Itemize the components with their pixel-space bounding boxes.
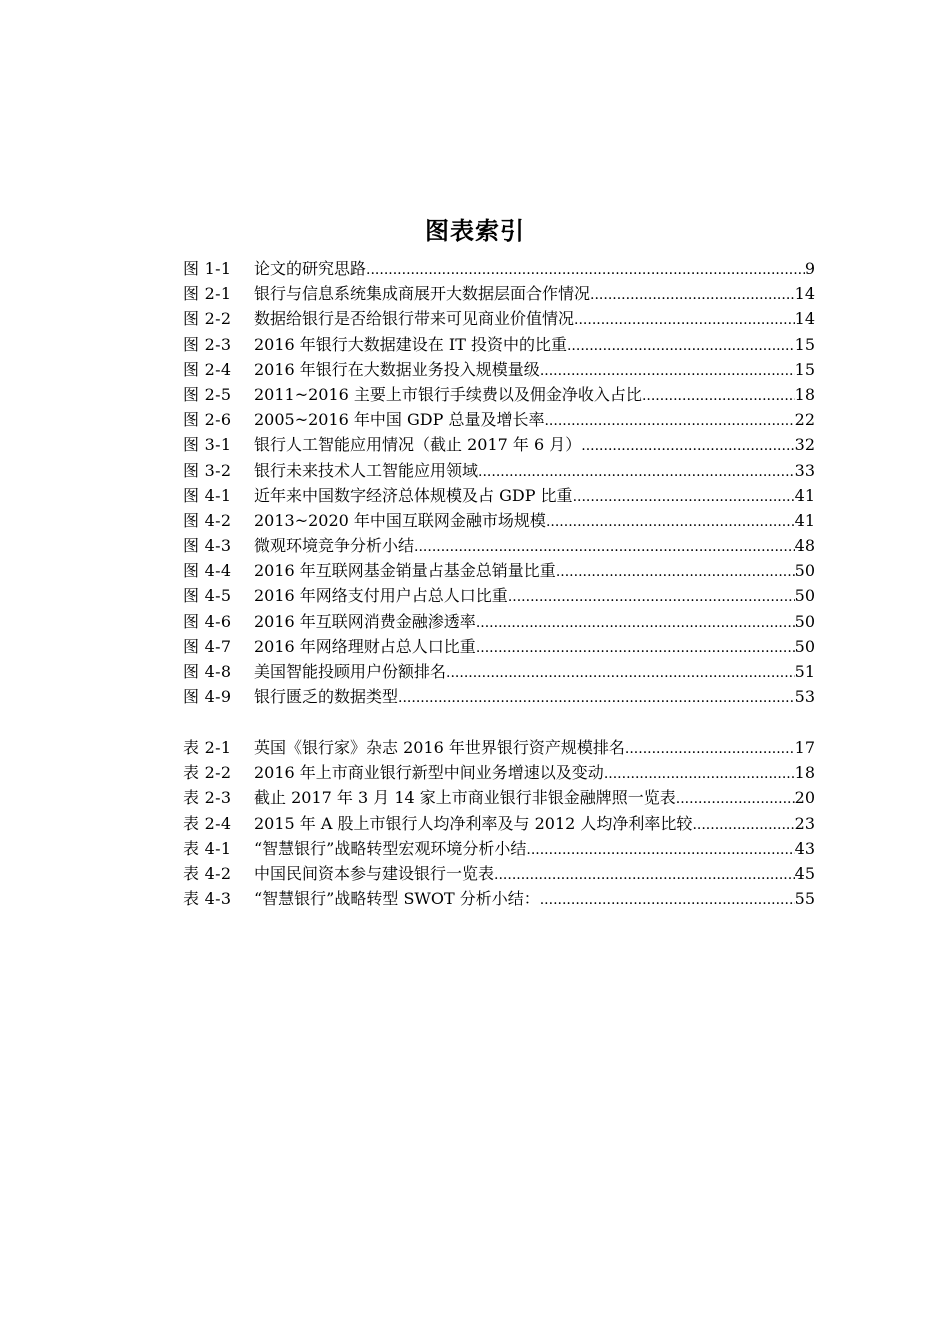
entry-label: 图 4-4 [183,561,232,581]
toc-entry[interactable] [183,785,815,810]
entry-caption: 2016 年银行大数据建设在 IT 投资中的比重 [254,334,567,354]
dot-leader [625,737,795,762]
entry-page-number: 9 [804,259,815,278]
dot-leader [546,510,795,535]
entry-page-number: 18 [794,384,815,404]
entry-label: 表 2-1 [183,738,232,757]
toc-entry[interactable] [183,684,815,709]
entry-caption: 2011~2016 主要上市银行手续费以及佣金净收入占比 [254,384,642,404]
toc-entry[interactable] [183,407,815,432]
toc-entry[interactable] [183,558,815,583]
entry-caption: 银行与信息系统集成商展开大数据层面合作情况 [254,284,591,304]
entry-caption: 2016 年互联网消费金融渗透率 [254,611,476,631]
entry-caption: 美国智能投顾用户份额排名 [254,662,447,681]
entry-label: 图 4-5 [183,586,232,606]
entry-label: 表 4-1 [183,838,232,858]
entry-caption: 中国民间资本参与建设银行一览表 [254,863,495,883]
entry-page-number: 22 [794,410,815,430]
page-title: 图表索引 [425,217,525,245]
entry-caption: 2015 年 A 股上市银行人均净利率及与 2012 人均净利率比较 [254,813,693,833]
dot-leader [508,585,795,610]
entry-page-number: 50 [794,586,815,606]
entry-page-number: 53 [794,687,815,707]
entry-caption: 微观环境竞争分析小结 [254,536,415,556]
entry-label: 图 4-1 [183,485,232,505]
dot-leader [573,485,795,510]
toc-entry[interactable] [183,332,815,357]
entry-page-number: 43 [794,838,815,858]
toc-entry[interactable] [183,811,815,836]
entry-caption: 数据给银行是否给银行带来可见商业价值情况 [254,309,575,329]
entry-caption: 银行匮乏的数据类型 [254,687,399,707]
entry-page-number: 48 [794,536,815,556]
dot-leader [398,686,795,711]
dot-leader [526,838,794,863]
table-index-list [183,735,815,911]
entry-page-number: 50 [794,636,815,656]
entry-page-number: 41 [794,510,815,530]
entry-label: 表 2-3 [183,788,232,808]
entry-label: 图 4-7 [183,636,232,656]
entry-caption: 2013~2020 年中国互联网金融市场规模 [254,510,546,530]
toc-entry[interactable] [183,634,815,659]
entry-label: 图 4-6 [183,611,232,631]
figure-index-list [183,256,815,709]
entry-label: 图 2-6 [183,410,232,430]
entry-label: 图 3-2 [183,460,232,480]
toc-entry[interactable] [183,861,815,886]
dot-leader [642,384,795,409]
entry-page-number: 14 [794,284,815,304]
entry-caption: 银行未来技术人工智能应用领域 [254,460,479,480]
entry-caption: 2016 年银行在大数据业务投入规模量级 [254,359,540,379]
entry-caption: 论文的研究思路 [254,259,367,278]
toc-entry[interactable] [183,836,815,861]
dot-leader [540,888,795,913]
entry-caption: “智慧银行”战略转型 SWOT 分析小结： [254,889,540,909]
entry-caption: 近年来中国数字经济总体规模及占 GDP 比重 [254,485,573,505]
entry-page-number: 55 [794,889,815,909]
toc-entry[interactable] [183,735,815,760]
entry-caption: 2016 年网络理财占总人口比重 [254,636,476,656]
dot-leader [574,308,795,333]
entry-label: 图 2-4 [183,359,232,379]
toc-entry[interactable] [183,357,815,382]
dot-leader [494,863,795,888]
entry-page-number: 32 [794,435,815,455]
entry-page-number: 20 [794,788,815,808]
entry-label: 图 3-1 [183,435,232,455]
entry-caption: “智慧银行”战略转型宏观环境分析小结 [254,838,527,858]
entry-label: 图 4-9 [183,687,232,707]
entry-page-number: 14 [794,309,815,329]
entry-label: 表 2-4 [183,813,232,833]
entry-page-number: 15 [794,359,815,379]
toc-entry[interactable] [183,609,815,634]
entry-caption: 银行人工智能应用情况（截止 2017 年 6 月） [254,435,582,455]
entry-page-number: 17 [794,738,815,757]
entry-label: 图 2-1 [183,284,232,304]
toc-entry[interactable] [183,659,815,684]
dot-leader [544,409,794,434]
entry-page-number: 18 [794,763,815,783]
entry-page-number: 50 [794,561,815,581]
dot-leader [476,636,795,661]
entry-label: 图 2-2 [183,309,232,329]
toc-entry[interactable] [183,281,815,306]
dot-leader [556,560,795,585]
dot-leader [414,535,795,560]
dot-leader [446,661,795,686]
toc-entry[interactable] [183,432,815,457]
dot-leader [604,762,795,787]
toc-entry[interactable] [183,483,815,508]
entry-label: 图 4-2 [183,510,232,530]
dot-leader [590,283,795,308]
dot-leader [366,258,805,283]
entry-page-number: 50 [794,611,815,631]
entry-caption: 英国《银行家》杂志 2016 年世界银行资产规模排名 [254,738,625,757]
dot-leader [676,787,795,812]
toc-entry[interactable] [183,306,815,331]
toc-entry[interactable] [183,583,815,608]
dot-leader [692,813,794,838]
dot-leader [567,334,795,359]
entry-page-number: 33 [794,460,815,480]
entry-caption: 2016 年互联网基金销量占基金总销量比重 [254,561,556,581]
entry-page-number: 23 [794,813,815,833]
dot-leader [581,434,794,459]
entry-label: 表 4-2 [183,863,232,883]
entry-label: 图 4-8 [183,662,232,681]
entry-caption: 2005~2016 年中国 GDP 总量及增长率 [254,410,545,430]
entry-page-number: 15 [794,334,815,354]
entry-label: 图 4-3 [183,536,232,556]
entry-page-number: 51 [794,662,815,681]
entry-page-number: 41 [794,485,815,505]
entry-label: 图 1-1 [183,259,232,278]
toc-entry[interactable] [183,886,815,911]
dot-leader [476,611,795,636]
entry-label: 表 2-2 [183,763,232,783]
entry-page-number: 45 [794,863,815,883]
entry-label: 图 2-3 [183,334,232,354]
entry-caption: 2016 年上市商业银行新型中间业务增速以及变动 [254,763,604,783]
entry-label: 图 2-5 [183,384,232,404]
dot-leader [478,460,795,485]
toc-entry[interactable] [183,508,815,533]
entry-caption: 2016 年网络支付用户占总人口比重 [254,586,508,606]
toc-entry[interactable] [183,760,815,785]
dot-leader [540,359,795,384]
toc-entry[interactable] [183,382,815,407]
toc-entry[interactable] [183,256,815,281]
toc-entry[interactable] [183,533,815,558]
entry-caption: 截止 2017 年 3 月 14 家上市商业银行非银金融牌照一览表 [254,788,676,808]
entry-label: 表 4-3 [183,889,232,909]
toc-entry[interactable] [183,458,815,483]
